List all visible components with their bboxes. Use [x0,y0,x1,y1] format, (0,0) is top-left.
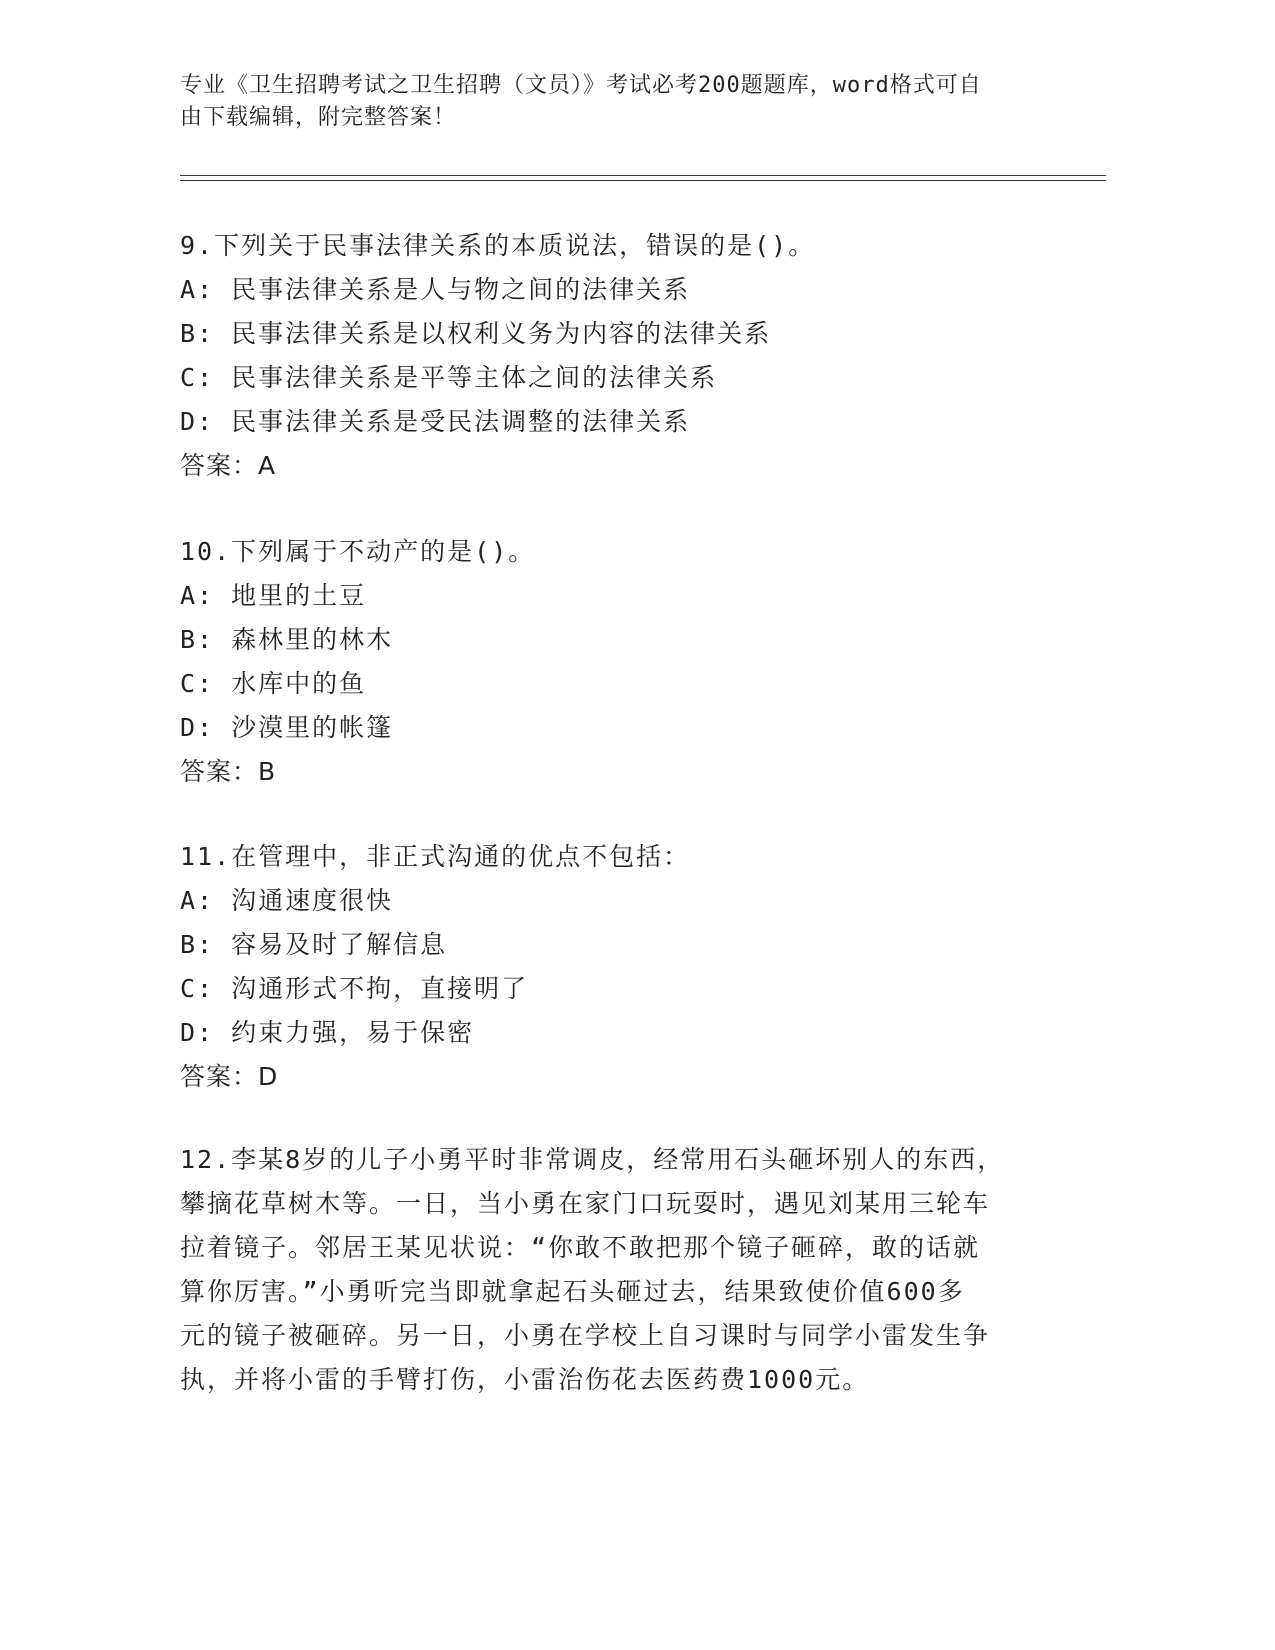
header-divider-top [180,175,1106,176]
question-stem-line: 元的镜子被砸碎。另一日，小勇在学校上自习课时与同学小雷发生争 [180,1321,991,1350]
option-c: C: 民事法律关系是平等主体之间的法律关系 [180,363,718,392]
option-c: C: 沟通形式不拘，直接明了 [180,974,529,1003]
question-stem-line: 12.李某8岁的儿子小勇平时非常调皮，经常用石头砸坏别人的东西， [180,1145,1005,1174]
option-b: B: 民事法律关系是以权利义务为内容的法律关系 [180,319,772,348]
question-stem: 9.下列关于民事法律关系的本质说法，错误的是()。 [180,231,816,260]
question-stem-line: 算你厉害。”小勇听完当即就拿起石头砸过去，结果致使价值600多 [180,1277,965,1306]
question-stem-line: 攀摘花草树木等。一日，当小勇在家门口玩耍时，遇见刘某用三轮车 [180,1189,991,1218]
question-stem-line: 拉着镜子。邻居王某见状说：“你敢不敢把那个镜子砸碎，敢的话就 [180,1233,981,1262]
question-stem: 11.在管理中，非正式沟通的优点不包括： [180,842,691,871]
answer: 答案：B [180,757,277,786]
header-title-line-2: 由下载编辑，附完整答案！ [180,105,457,130]
option-c: C: 水库中的鱼 [180,669,367,698]
question-11 [180,835,1060,1099]
option-d: D: 约束力强，易于保密 [180,1018,475,1047]
question-stem: 10.下列属于不动产的是()。 [180,537,536,566]
document-header [180,70,1060,134]
answer: 答案：A [180,451,277,480]
header-title-line-1: 专业《卫生招聘考试之卫生招聘（文员）》考试必考200题题库，word格式可自 [180,73,982,98]
question-stem-line: 执，并将小雷的手臂打伤，小雷治伤花去医药费1000元。 [180,1365,870,1394]
option-a: A: 沟通速度很快 [180,886,394,915]
option-b: B: 容易及时了解信息 [180,930,448,959]
option-d: D: 民事法律关系是受民法调整的法律关系 [180,407,691,436]
question-12 [180,1138,1060,1402]
question-9 [180,224,1060,488]
option-b: B: 森林里的林木 [180,625,394,654]
option-d: D: 沙漠里的帐篷 [180,713,394,742]
option-a: A: 地里的土豆 [180,581,367,610]
option-a: A: 民事法律关系是人与物之间的法律关系 [180,275,691,304]
question-10 [180,530,1060,794]
header-divider-bottom [180,180,1106,181]
answer: 答案：D [180,1062,279,1091]
